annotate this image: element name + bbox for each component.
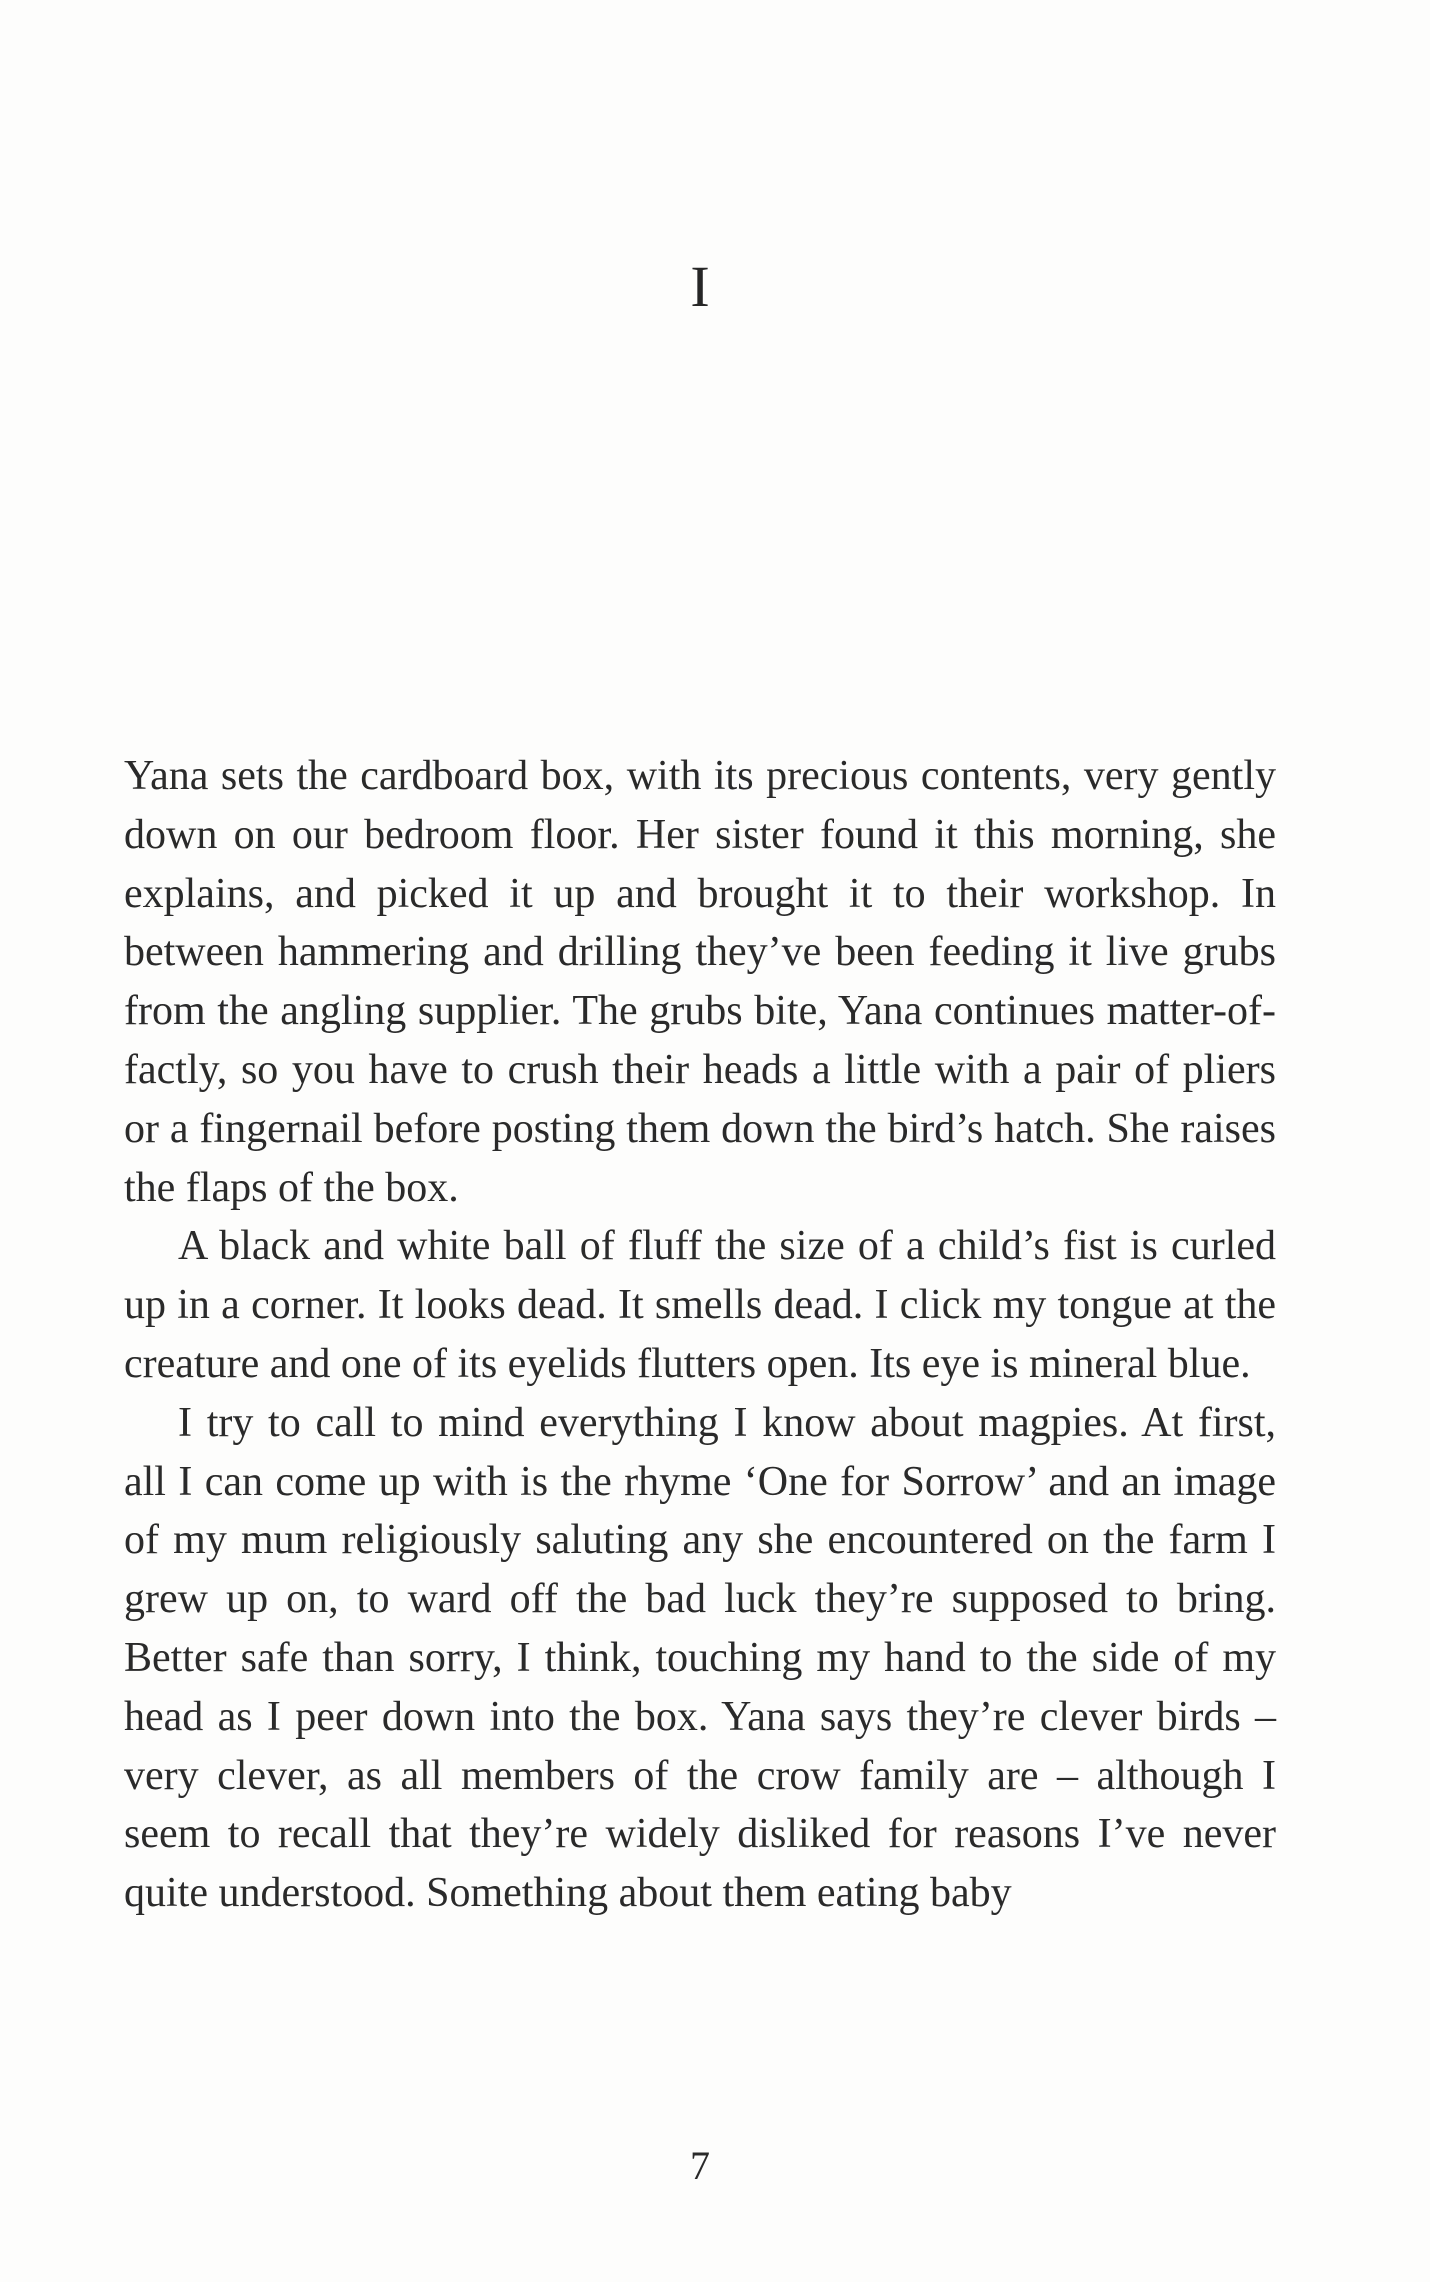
chapter-body xyxy=(124,747,1276,1923)
page-number: 7 xyxy=(690,2143,710,2188)
paragraph: I try to call to mind everything I know about magpies. At first, all I can come up with is the rhyme ‘One for Sorrow’ and an image of my mum religiously saluting any she encountered on the farm I grew up on, to ward off the bad luck they’re supposed to bring. Better safe than sorry, I think, touching my hand to the side of my head as I peer down into the box. Yana says they’re clever birds – very clever, as all members of the crow family are – although I seem to recall that they’re widely disliked for reasons I’ve never quite understood. Something about them eating baby xyxy=(124,1399,1276,1917)
chapter-number: I xyxy=(690,254,710,319)
paragraph: A black and white ball of fluff the size of a child’s fist is curled up in a corner. It looks dead. It smells dead. I click my tongue at the creature and one of its eyelids flutters open. Its eye is mineral blue. xyxy=(124,1223,1276,1387)
paragraph: Yana sets the cardboard box, with its precious contents, very gently down on our bedroom floor. Her sister found it this morning, she explains, and picked it up and brought it to their workshop. In between hammering and drilling they’ve been feeding it live grubs from the angling supplier. The grubs bite, Yana continues matter-of-factly, so you have to crush their heads a little with a pair of pliers or a fingernail before posting them down the bird’s hatch. She raises the flaps of the box. xyxy=(124,753,1276,1211)
